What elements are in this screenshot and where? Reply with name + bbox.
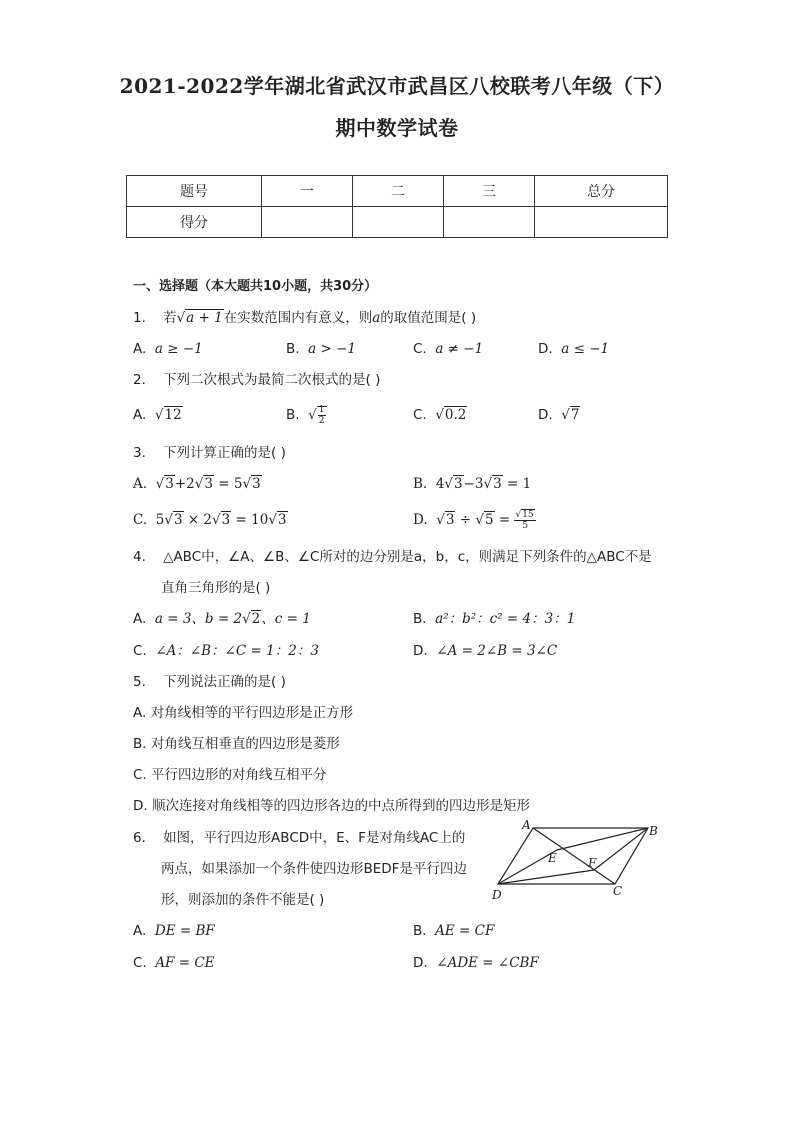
question-2-stem: 2. 下列二次根式为最简二次根式的是( ) — [133, 372, 381, 388]
question-6-stem-line1: 6. 如图，平行四边形ABCD中，E、F是对角线AC上的 — [133, 830, 466, 846]
question-number: 1. — [133, 310, 146, 326]
sqrt-expr: √a + 1 — [176, 310, 223, 326]
question-5-stem: 5. 下列说法正确的是( ) — [133, 674, 286, 690]
label-b: B — [649, 824, 658, 838]
label-e: E — [548, 851, 557, 865]
score-cell — [353, 207, 444, 238]
exam-title-line2: 期中数学试卷 — [335, 116, 459, 140]
q2-option-a[interactable]: A. √12 — [133, 407, 182, 423]
question-4-stem-line1: 4. △ABC中，∠A、∠B、∠C所对的边分别是a，b，c，则满足下列条件的△ABC不是 — [133, 549, 652, 565]
exam-title-line1: 2021-2022学年湖北省武汉市武昌区八校联考八年级（下） — [119, 74, 675, 98]
q1-option-c[interactable]: C. a ≠ −1 — [413, 341, 484, 357]
q4-option-d[interactable]: D. ∠A = 2∠B = 3∠C — [413, 643, 558, 659]
q6-option-d[interactable]: D. ∠ADE = ∠CBF — [413, 955, 539, 971]
section-heading: 一、选择题（本大题共10小题，共30分） — [133, 279, 378, 294]
q1-option-b[interactable]: B. a > −1 — [286, 341, 356, 357]
question-text: 的取值范围是( ) — [380, 310, 477, 326]
score-cell — [444, 207, 535, 238]
question-4-stem-line2: 直角三角形的是( ) — [161, 580, 271, 596]
question-3-stem: 3. 下列计算正确的是( ) — [133, 445, 286, 461]
label-f: F — [588, 856, 597, 870]
q5-option-a[interactable]: A. 对角线相等的平行四边形是正方形 — [133, 705, 354, 721]
q6-option-a[interactable]: A. DE = BF — [133, 923, 215, 939]
question-6-stem-line3: 形，则添加的条件不能是( ) — [161, 892, 325, 908]
score-header-cell: 三 — [444, 176, 535, 207]
q3-option-b[interactable]: B. 4√3−3√3 = 1 — [413, 476, 532, 492]
question-text: 在实数范围内有意义，则 — [223, 310, 373, 326]
q3-option-d[interactable]: D. √3 ÷ √5 = $\frac{√15}{5}$ — [413, 510, 534, 531]
q3-option-a[interactable]: A. √3+2√3 = 5√3 — [133, 476, 261, 492]
q1-option-d[interactable]: D. a ≤ −1 — [538, 341, 610, 357]
q4-option-a[interactable]: A. a = 3、b = 2√2、c = 1 — [133, 611, 311, 627]
question-1-stem — [133, 308, 476, 328]
score-header-cell: 总分 — [535, 176, 668, 207]
diagonal-ac — [533, 828, 615, 884]
q2-option-c[interactable]: C. √0.2 — [413, 407, 467, 423]
label-a: A — [522, 818, 531, 832]
q6-option-b[interactable]: B. AE = CF — [413, 923, 495, 939]
score-header-cell: 一 — [262, 176, 353, 207]
score-header-cell: 二 — [353, 176, 444, 207]
label-c: C — [613, 884, 623, 898]
score-row-label: 得分 — [127, 207, 262, 238]
score-cell — [262, 207, 353, 238]
parallelogram-figure — [488, 818, 663, 903]
math-var: a — [372, 310, 381, 326]
q5-option-c[interactable]: C. 平行四边形的对角线互相平分 — [133, 767, 327, 783]
q2-option-b[interactable]: B. √ $\frac{1}{2}$ — [286, 405, 325, 426]
score-table — [126, 175, 668, 238]
q3-option-c[interactable]: C. 5√3 × 2√3 = 10√3 — [133, 512, 287, 528]
q5-option-d[interactable]: D. 顺次连接对角线相等的四边形各边的中点所得到的四边形是矩形 — [133, 798, 530, 814]
score-header-cell: 题号 — [127, 176, 262, 207]
q2-option-d[interactable]: D. √7 — [538, 407, 580, 423]
q6-option-c[interactable]: C. AF = CE — [133, 955, 215, 971]
q4-option-c[interactable]: C. ∠A：∠B：∠C = 1：2：3 — [133, 643, 319, 659]
q4-option-b[interactable]: B. a²：b²：c² = 4：3：1 — [413, 611, 576, 627]
segment-df — [498, 870, 594, 884]
q1-option-a[interactable]: A. a ≥ −1 — [133, 341, 203, 357]
question-6-stem-line2: 两点，如果添加一个条件使四边形BEDF是平行四边 — [161, 861, 467, 877]
label-d: D — [492, 888, 502, 902]
score-table-header-row — [127, 176, 668, 207]
score-table-value-row — [127, 207, 668, 238]
question-text: 若 — [163, 310, 177, 326]
score-cell — [535, 207, 668, 238]
q5-option-b[interactable]: B. 对角线互相垂直的四边形是菱形 — [133, 736, 340, 752]
